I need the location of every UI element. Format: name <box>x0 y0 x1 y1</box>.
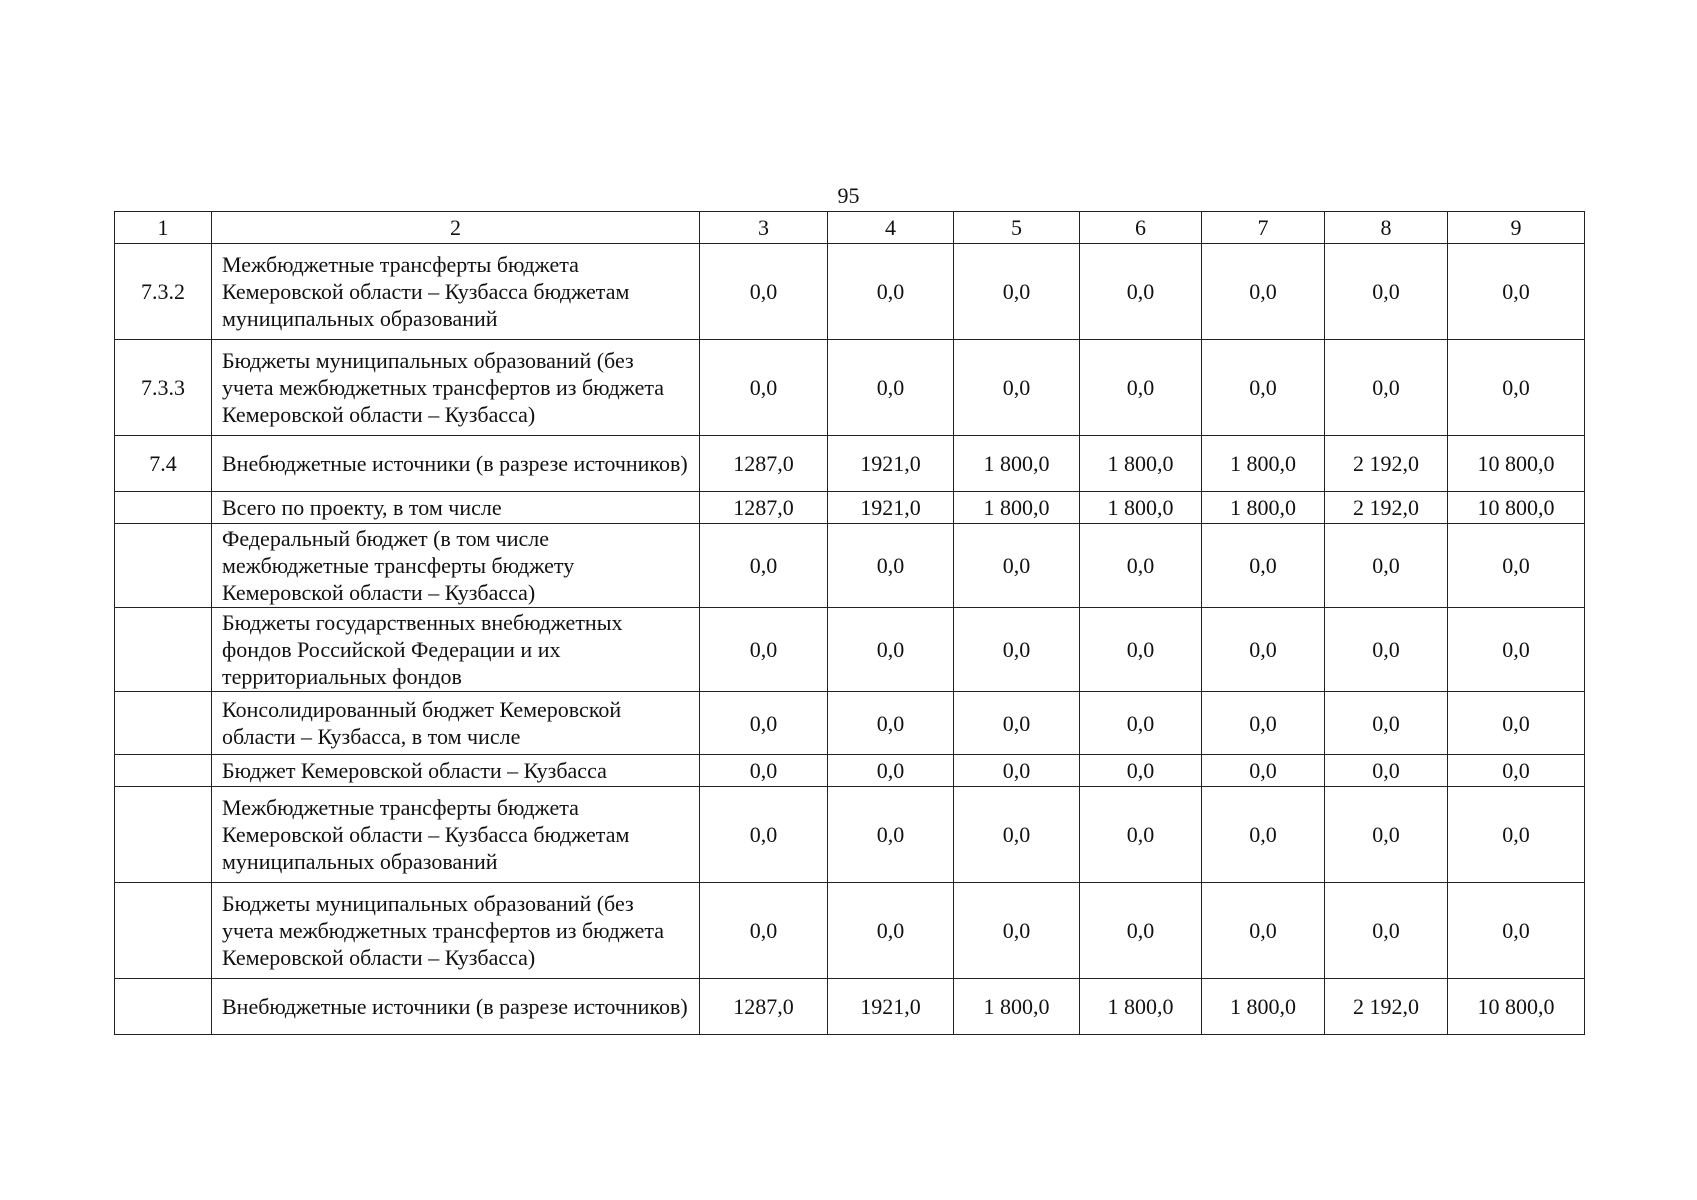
value-cell: 0,0 <box>1448 787 1585 883</box>
value-cell: 0,0 <box>828 340 954 436</box>
row-code <box>115 883 212 979</box>
value-cell: 0,0 <box>954 692 1080 755</box>
value-cell: 2 192,0 <box>1325 436 1448 492</box>
value-cell: 10 800,0 <box>1448 979 1585 1035</box>
value-cell: 0,0 <box>1202 755 1325 787</box>
value-cell: 0,0 <box>700 340 828 436</box>
row-name: Бюджеты муниципальных образований (без учета межбюджетных трансфертов из бюджета Кемеровской области – Кузбасса) <box>212 340 700 436</box>
row-code <box>115 492 212 524</box>
value-cell: 0,0 <box>1202 524 1325 608</box>
value-cell: 1287,0 <box>700 436 828 492</box>
value-cell: 0,0 <box>828 244 954 340</box>
value-cell: 0,0 <box>954 340 1080 436</box>
value-cell: 0,0 <box>828 883 954 979</box>
row-name: Межбюджетные трансферты бюджета Кемеровской области – Кузбасса бюджетам муниципальных образований <box>212 244 700 340</box>
value-cell: 0,0 <box>700 692 828 755</box>
header-cell: 7 <box>1202 212 1325 244</box>
value-cell: 0,0 <box>1325 608 1448 692</box>
row-code: 7.3.2 <box>115 244 212 340</box>
value-cell: 1921,0 <box>828 979 954 1035</box>
value-cell: 1921,0 <box>828 436 954 492</box>
value-cell: 1921,0 <box>828 492 954 524</box>
table-row <box>115 883 1585 979</box>
value-cell: 0,0 <box>1202 692 1325 755</box>
header-cell: 3 <box>700 212 828 244</box>
row-name: Внебюджетные источники (в разрезе источников) <box>212 436 700 492</box>
value-cell: 1 800,0 <box>954 979 1080 1035</box>
value-cell: 0,0 <box>1080 692 1202 755</box>
value-cell: 1 800,0 <box>1202 979 1325 1035</box>
value-cell: 0,0 <box>954 883 1080 979</box>
row-code: 7.4 <box>115 436 212 492</box>
value-cell: 0,0 <box>700 787 828 883</box>
table-row <box>115 787 1585 883</box>
header-row <box>115 212 1585 244</box>
value-cell: 0,0 <box>1080 244 1202 340</box>
header-cell: 9 <box>1448 212 1585 244</box>
page-number: 95 <box>837 183 860 208</box>
value-cell: 1 800,0 <box>1202 436 1325 492</box>
value-cell: 10 800,0 <box>1448 436 1585 492</box>
value-cell: 0,0 <box>1448 608 1585 692</box>
header-cell: 1 <box>115 212 212 244</box>
table-row <box>115 340 1585 436</box>
row-name: Бюджет Кемеровской области – Кузбасса <box>212 755 700 787</box>
table-row <box>115 692 1585 755</box>
value-cell: 0,0 <box>1080 340 1202 436</box>
value-cell: 2 192,0 <box>1325 492 1448 524</box>
value-cell: 0,0 <box>1325 244 1448 340</box>
table-row <box>115 244 1585 340</box>
row-code <box>115 787 212 883</box>
value-cell: 1 800,0 <box>1080 436 1202 492</box>
header-cell: 8 <box>1325 212 1448 244</box>
value-cell: 1287,0 <box>700 979 828 1035</box>
value-cell: 0,0 <box>700 755 828 787</box>
row-name: Внебюджетные источники (в разрезе источников) <box>212 979 700 1035</box>
value-cell: 0,0 <box>700 883 828 979</box>
value-cell: 0,0 <box>1448 883 1585 979</box>
row-code <box>115 979 212 1035</box>
value-cell: 0,0 <box>828 755 954 787</box>
value-cell: 0,0 <box>828 524 954 608</box>
value-cell: 0,0 <box>828 787 954 883</box>
header-cell: 6 <box>1080 212 1202 244</box>
value-cell: 0,0 <box>700 244 828 340</box>
value-cell: 0,0 <box>700 608 828 692</box>
value-cell: 2 192,0 <box>1325 979 1448 1035</box>
row-name: Всего по проекту, в том числе <box>212 492 700 524</box>
value-cell: 0,0 <box>1202 608 1325 692</box>
value-cell: 0,0 <box>1448 755 1585 787</box>
value-cell: 0,0 <box>1080 755 1202 787</box>
value-cell: 0,0 <box>954 755 1080 787</box>
value-cell: 0,0 <box>1448 524 1585 608</box>
row-name: Бюджеты государственных внебюджетных фондов Российской Федерации и их территориальных фондов <box>212 608 700 692</box>
header-cell: 4 <box>828 212 954 244</box>
value-cell: 0,0 <box>1325 340 1448 436</box>
row-name: Консолидированный бюджет Кемеровской области – Кузбасса, в том числе <box>212 692 700 755</box>
row-name: Межбюджетные трансферты бюджета Кемеровской области – Кузбасса бюджетам муниципальных образований <box>212 787 700 883</box>
value-cell: 0,0 <box>1448 244 1585 340</box>
value-cell: 0,0 <box>1202 883 1325 979</box>
table-row <box>115 524 1585 608</box>
table-row <box>115 436 1585 492</box>
header-cell: 5 <box>954 212 1080 244</box>
value-cell: 0,0 <box>1325 883 1448 979</box>
value-cell: 1 800,0 <box>1080 979 1202 1035</box>
value-cell: 1 800,0 <box>1202 492 1325 524</box>
value-cell: 0,0 <box>1448 692 1585 755</box>
value-cell: 0,0 <box>1080 524 1202 608</box>
value-cell: 0,0 <box>1080 787 1202 883</box>
value-cell: 0,0 <box>954 524 1080 608</box>
row-code: 7.3.3 <box>115 340 212 436</box>
value-cell: 0,0 <box>1448 340 1585 436</box>
value-cell: 1 800,0 <box>1080 492 1202 524</box>
budget-table <box>114 211 1585 1035</box>
value-cell: 0,0 <box>954 244 1080 340</box>
value-cell: 0,0 <box>1202 340 1325 436</box>
row-code <box>115 608 212 692</box>
header-cell: 2 <box>212 212 700 244</box>
row-name: Бюджеты муниципальных образований (без учета межбюджетных трансфертов из бюджета Кемеровской области – Кузбасса) <box>212 883 700 979</box>
value-cell: 0,0 <box>1325 755 1448 787</box>
value-cell: 0,0 <box>954 608 1080 692</box>
table-row <box>115 492 1585 524</box>
value-cell: 0,0 <box>1202 244 1325 340</box>
value-cell: 1 800,0 <box>954 436 1080 492</box>
value-cell: 0,0 <box>828 692 954 755</box>
table-row <box>115 608 1585 692</box>
value-cell: 0,0 <box>954 787 1080 883</box>
row-name: Федеральный бюджет (в том числе межбюджетные трансферты бюджету Кемеровской области – Кузбасса) <box>212 524 700 608</box>
value-cell: 1 800,0 <box>954 492 1080 524</box>
value-cell: 0,0 <box>1325 787 1448 883</box>
value-cell: 10 800,0 <box>1448 492 1585 524</box>
table-row <box>115 755 1585 787</box>
row-code <box>115 692 212 755</box>
row-code <box>115 524 212 608</box>
value-cell: 0,0 <box>1202 787 1325 883</box>
value-cell: 0,0 <box>1325 692 1448 755</box>
row-code <box>115 755 212 787</box>
table-row <box>115 979 1585 1035</box>
value-cell: 0,0 <box>1325 524 1448 608</box>
value-cell: 0,0 <box>1080 883 1202 979</box>
value-cell: 0,0 <box>1080 608 1202 692</box>
value-cell: 0,0 <box>700 524 828 608</box>
value-cell: 1287,0 <box>700 492 828 524</box>
value-cell: 0,0 <box>828 608 954 692</box>
